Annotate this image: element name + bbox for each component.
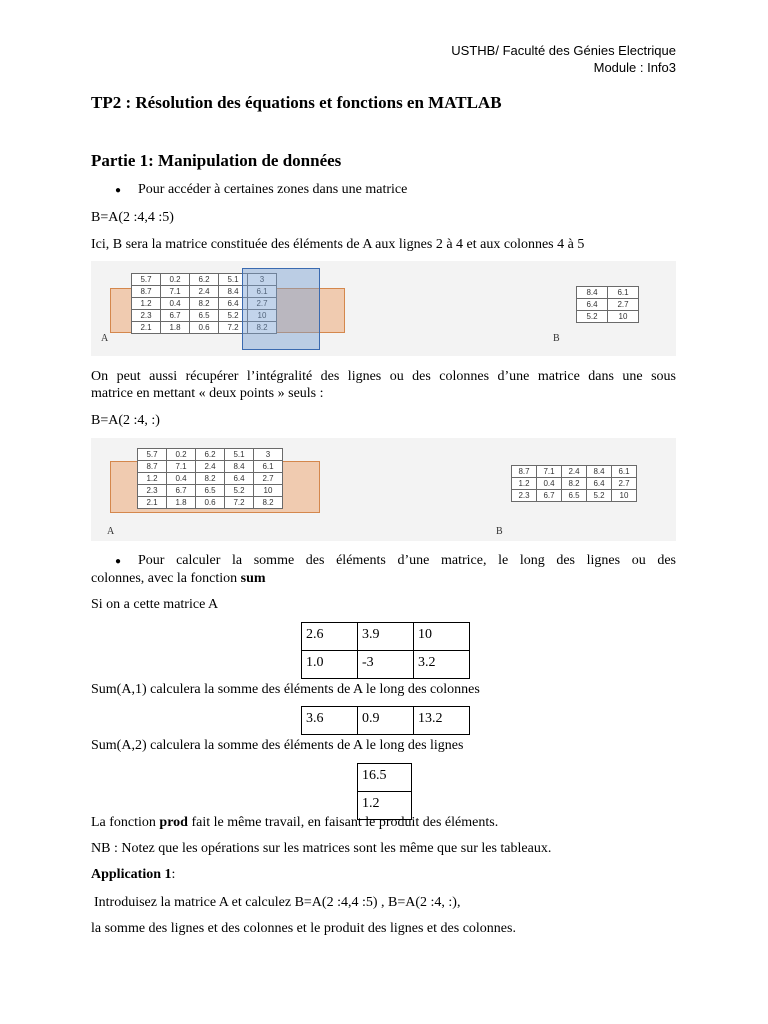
matrix-row [577,311,639,323]
matrix-cell: 8.2 [254,497,283,509]
paragraph: Ici, B sera la matrice constituée des éléments de A aux lignes 2 à 4 et aux colonnes 4 à 5 [91,237,585,252]
paragraph: Sum(A,1) calculera la somme des éléments de A le long des colonnes [91,682,480,697]
header-institution: USTHB/ Faculté des Génies Electrique [451,43,676,58]
paragraph: La fonction prod fait le même travail, en faisant le produit des éléments. [91,815,499,830]
matrix-cell: 2.4 [190,286,219,298]
matrix-cell: 5.1 [225,449,254,461]
matrix-row [512,490,637,502]
matrix-cell: 0.2 [167,449,196,461]
matrix-row [577,287,639,299]
matrix-cell: 1.2 [132,298,161,310]
figure-full-rows [91,438,676,541]
bullet-icon: ● [115,185,122,196]
matrix-cell: 2.1 [132,322,161,334]
matrix-row [577,299,639,311]
matrix-cell: 8.7 [512,466,537,478]
matrix-cell: 0.2 [161,274,190,286]
matrix-cell: 1.2 [358,792,412,820]
matrix-cell: 2.1 [138,497,167,509]
application-text: la somme des lignes et des colonnes et le produit des lignes et des colonnes. [91,921,516,936]
column-highlight [242,268,320,350]
function-name-prod: prod [159,815,188,830]
matrix-cell: 7.1 [537,466,562,478]
paragraph: matrice en mettant « deux points » seuls : [91,386,324,401]
matrix-cell: 6.7 [537,490,562,502]
matrix-cell: 8.4 [577,287,608,299]
matrix-cell: 6.5 [190,310,219,322]
matrix-row [358,764,412,792]
matrix-cell: 8.2 [190,298,219,310]
matrix-cell: 3.6 [302,707,358,735]
matrix-cell: 0.4 [537,478,562,490]
figure-label-b: B [496,526,503,537]
matrix-cell: 8.4 [225,461,254,473]
matrix-cell: 6.5 [196,485,225,497]
matrix-cell: 0.6 [190,322,219,334]
paragraph: Sum(A,2) calculera la somme des éléments de A le long des lignes [91,738,464,753]
matrix-cell: 6.4 [577,299,608,311]
header-module: Module : Info3 [593,60,676,75]
matrix-cell: 10 [608,311,639,323]
matrix-cell: 1.8 [167,497,196,509]
matrix-a [137,448,283,509]
matrix-cell: 0.9 [358,707,414,735]
matrix-cell: 2.4 [196,461,225,473]
matrix-cell: 10 [414,623,470,651]
matrix-cell: 5.1 [219,274,248,286]
paragraph: Si on a cette matrice A [91,597,219,612]
matrix-cell: 0.4 [167,473,196,485]
bullet-text: Pour accéder à certaines zones dans une matrice [138,182,408,197]
matrix-cell: 5.7 [138,449,167,461]
matrix-sum-rows [357,763,412,820]
figure-label-a: A [101,333,109,344]
matrix-cell: 10 [248,310,277,322]
matrix-cell: 7.2 [219,322,248,334]
matrix-cell: 13.2 [414,707,470,735]
bullet-icon: ● [115,556,122,567]
function-name-sum: sum [240,571,266,586]
matrix-cell: 3.2 [414,651,470,679]
matrix-cell: 6.7 [167,485,196,497]
matrix-cell: 6.7 [161,310,190,322]
matrix-row [302,651,470,679]
matrix-cell: 2.4 [562,466,587,478]
matrix-row [138,449,283,461]
paragraph: On peut aussi récupérer l’intégralité des lignes ou des colonnes d’une matrice dans une sous [91,369,676,384]
matrix-cell: 3 [254,449,283,461]
matrix-a-example [301,622,470,679]
matrix-row [302,707,470,735]
matrix-cell: 8.4 [587,466,612,478]
matrix-row [512,466,637,478]
matrix-cell: 6.1 [608,287,639,299]
matrix-cell: 1.8 [161,322,190,334]
matrix-cell: 2.3 [132,310,161,322]
matrix-cell: 6.4 [219,298,248,310]
figure-label-b: B [553,333,560,344]
matrix-cell: 2.7 [254,473,283,485]
page-title: TP2 : Résolution des équations et fonctions en MATLAB [91,93,502,112]
matrix-row [512,478,637,490]
matrix-cell: 3 [248,274,277,286]
bullet-text-continued: colonnes, avec la fonction sum [91,571,266,586]
matrix-b [576,286,639,323]
matrix-cell: 10 [254,485,283,497]
matrix-cell: 6.1 [248,286,277,298]
bullet-text: Pour calculer la somme des éléments d’une matrice, le long des lignes ou des [138,553,676,568]
matrix-cell: 0.6 [196,497,225,509]
code-line: B=A(2 :4,4 :5) [91,210,174,225]
matrix-cell: 2.7 [612,478,637,490]
matrix-cell: 8.7 [138,461,167,473]
matrix-cell: 3.9 [358,623,414,651]
matrix-cell: 1.2 [138,473,167,485]
matrix-cell: 10 [612,490,637,502]
matrix-cell: 6.1 [612,466,637,478]
matrix-cell: 0.4 [161,298,190,310]
matrix-cell: 8.2 [248,322,277,334]
matrix-cell: 6.5 [562,490,587,502]
matrix-cell: 6.2 [190,274,219,286]
figure-label-a: A [107,526,115,537]
matrix-row [138,473,283,485]
matrix-row [138,461,283,473]
matrix-row [302,623,470,651]
section-title: Partie 1: Manipulation de données [91,151,342,170]
matrix-cell: 5.2 [219,310,248,322]
matrix-cell: 5.2 [587,490,612,502]
matrix-cell: 8.4 [219,286,248,298]
matrix-cell: 1.2 [512,478,537,490]
matrix-row [138,497,283,509]
matrix-sum-columns [301,706,470,735]
matrix-cell: 7.1 [167,461,196,473]
matrix-row [138,485,283,497]
matrix-cell: 5.2 [577,311,608,323]
matrix-cell: 5.2 [225,485,254,497]
matrix-b [511,465,637,502]
matrix-cell: 2.3 [512,490,537,502]
matrix-cell: 8.2 [562,478,587,490]
matrix-cell: 2.7 [248,298,277,310]
matrix-cell: 7.1 [161,286,190,298]
matrix-cell: 2.6 [302,623,358,651]
code-line: B=A(2 :4, :) [91,413,160,428]
matrix-cell: 6.4 [587,478,612,490]
matrix-cell: 7.2 [225,497,254,509]
matrix-cell: 8.7 [132,286,161,298]
matrix-cell: -3 [358,651,414,679]
matrix-cell: 6.2 [196,449,225,461]
matrix-cell: 1.0 [302,651,358,679]
matrix-cell: 6.1 [254,461,283,473]
matrix-cell: 16.5 [358,764,412,792]
figure-submatrix [91,261,676,356]
application-title: Application 1: [91,867,176,882]
matrix-cell: 6.4 [225,473,254,485]
matrix-cell: 2.7 [608,299,639,311]
matrix-cell: 2.3 [138,485,167,497]
matrix-cell: 5.7 [132,274,161,286]
matrix-cell: 8.2 [196,473,225,485]
application-text: Introduisez la matrice A et calculez B=A(2 :4,4 :5) , B=A(2 :4, :), [94,895,461,910]
note: NB : Notez que les opérations sur les matrices sont les même que sur les tableaux. [91,841,552,856]
